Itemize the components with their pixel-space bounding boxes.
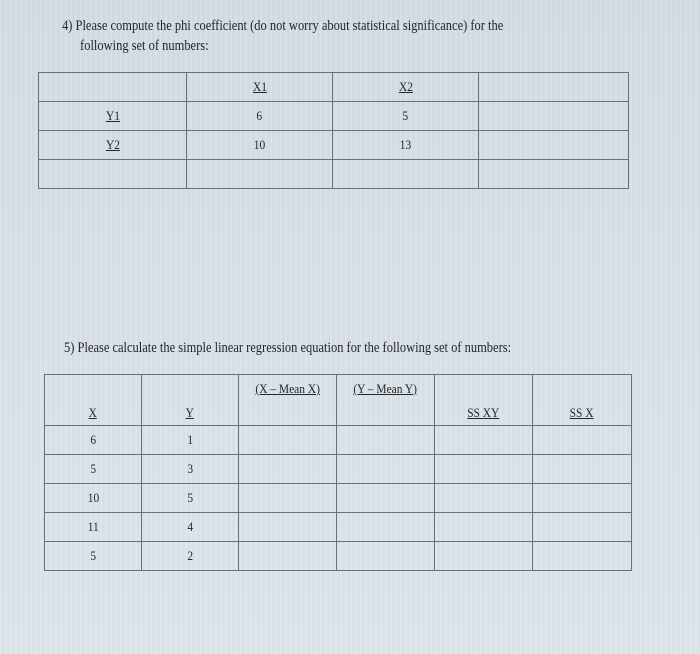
- table-cell: [479, 160, 629, 189]
- question-5: [64, 338, 511, 358]
- table-row: [39, 102, 629, 131]
- table-cell: [533, 426, 632, 455]
- table-cell: [337, 542, 435, 571]
- column-header-x: X: [45, 375, 142, 426]
- table-cell: [187, 160, 333, 189]
- table-row: [39, 73, 629, 102]
- table-cell: 3: [142, 455, 239, 484]
- table-cell: [533, 542, 632, 571]
- table-row: [45, 513, 632, 542]
- table-cell: 6: [45, 426, 142, 455]
- table-cell: 1: [142, 426, 239, 455]
- table-cell: 5: [45, 542, 142, 571]
- table-cell: [479, 131, 629, 160]
- table-cell: [435, 426, 533, 455]
- table-cell: [39, 160, 187, 189]
- table-cell: [479, 102, 629, 131]
- table-cell: 11: [45, 513, 142, 542]
- table-cell: [435, 513, 533, 542]
- table-cell: [239, 484, 337, 513]
- column-header-y: Y: [142, 375, 239, 426]
- table-header-row: [45, 375, 632, 426]
- table-row: [45, 542, 632, 571]
- table-cell: 4: [142, 513, 239, 542]
- table-cell: [533, 513, 632, 542]
- table-cell: [239, 426, 337, 455]
- question-4-line-2: following set of numbers:: [80, 38, 209, 54]
- table-cell: [533, 484, 632, 513]
- table-cell: [533, 455, 632, 484]
- table-cell: 5: [45, 455, 142, 484]
- table-row: [45, 484, 632, 513]
- column-header-x-minus-mean: (X – Mean X): [239, 375, 337, 426]
- table-cell: 10: [187, 131, 333, 160]
- table-cell: 5: [333, 102, 479, 131]
- phi-table: [38, 72, 629, 189]
- column-header-x1: X1: [187, 73, 333, 102]
- table-cell: [239, 455, 337, 484]
- row-header-y2: Y2: [39, 131, 187, 160]
- question-4-line-1: 4) Please compute the phi coefficient (do not worry about statistical significance) for the: [62, 18, 504, 34]
- column-header-x2: X2: [333, 73, 479, 102]
- table-cell: 13: [333, 131, 479, 160]
- table-cell: [337, 426, 435, 455]
- table-cell: [333, 160, 479, 189]
- table-cell: [337, 455, 435, 484]
- table-cell: [39, 73, 187, 102]
- table-cell: [239, 513, 337, 542]
- row-header-y1: Y1: [39, 102, 187, 131]
- table-cell: [337, 513, 435, 542]
- table-cell: [479, 73, 629, 102]
- table-row: [39, 160, 629, 189]
- column-header-ss-x: SS X: [533, 375, 632, 426]
- table-cell: [435, 484, 533, 513]
- table-cell: [239, 542, 337, 571]
- column-header-ss-xy: SS XY: [435, 375, 533, 426]
- table-cell: 5: [142, 484, 239, 513]
- column-header-y-minus-mean: (Y – Mean Y): [337, 375, 435, 426]
- table-cell: 2: [142, 542, 239, 571]
- table-cell: 6: [187, 102, 333, 131]
- table-row: [39, 131, 629, 160]
- question-5-text: 5) Please calculate the simple linear regression equation for the following set of numbers:: [64, 340, 512, 356]
- table-row: [45, 426, 632, 455]
- table-cell: 10: [45, 484, 142, 513]
- table-cell: [435, 455, 533, 484]
- table-cell: [435, 542, 533, 571]
- question-4: [62, 16, 503, 56]
- regression-table: [44, 374, 632, 571]
- table-row: [45, 455, 632, 484]
- table-cell: [337, 484, 435, 513]
